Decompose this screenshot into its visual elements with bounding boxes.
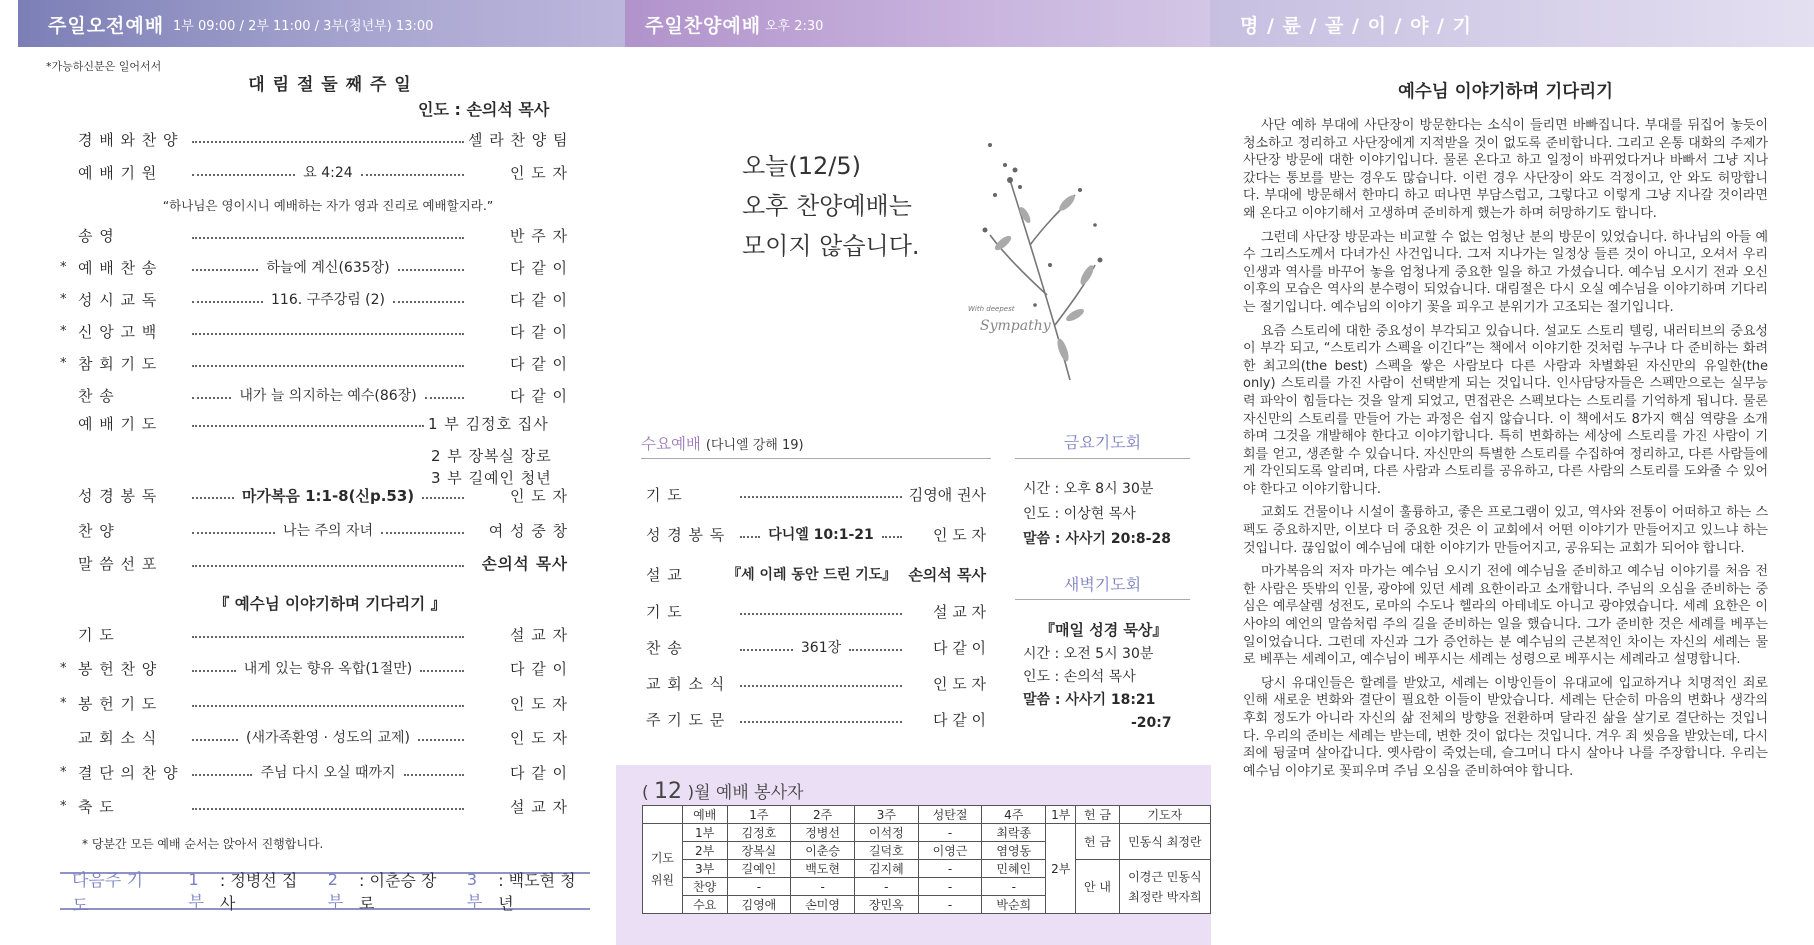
order-item-person: 반 주 자 xyxy=(509,226,568,245)
vol-cell: 장복실 xyxy=(727,842,791,860)
notice-line-1: 오늘(12/5) xyxy=(742,152,861,180)
volunteers-table xyxy=(642,805,1211,914)
next-3-label: 3부 xyxy=(466,870,483,911)
vol-cell: 2부 xyxy=(682,842,727,860)
order-row xyxy=(78,519,568,541)
dawn-leader: 인도 : 손의석 목사 xyxy=(1023,669,1136,685)
order-item-detail: 내가 늘 의지하는 예수(86장) xyxy=(235,385,420,405)
order-item-name: 예 배 찬 송 xyxy=(78,258,158,277)
vol-header: 예배 xyxy=(682,806,727,824)
order-item-person: 다 같 이 xyxy=(509,354,568,373)
next-1-label: 1부 xyxy=(188,870,204,911)
vol-cell: 최락종 xyxy=(982,824,1046,842)
leader-dots xyxy=(192,636,464,638)
next-week-label: 다음주 기도 xyxy=(72,871,144,916)
story-paragraph: 당시 유대인들은 할례를 받았고, 세례는 이방인들이 유대교에 입교하거나 치명적인 죄로 인해 새로운 변화와 결단이 필요한 이들이 받았습니다. 세례는 단순히 마음의 변화나 생각의 후회 정도가 아니라 자신의 삶 전체의 방향을 전환하며 달라진 삶을 살기로 결단하는 것입니다. 우리의 준비는 세례는 받는데, 변한 것이 없다는 것입니다. 겨우 죄 씻음을 받았는데, 다시 죄에 뒹굴며 살아갑니다. 옛사람이 죽었는데, 슬그머니 다시 살아나 나를 주장합니다. 우리는 예수님 이야기로 꽃피우며 주님 오심을 준비하여야 합니다. xyxy=(1243,675,1768,779)
order-item-detail: (새가족환영 · 성도의 교제) xyxy=(242,727,414,747)
wednesday-divider xyxy=(641,458,991,459)
dawn-box xyxy=(1015,572,1190,600)
vol-cell: - xyxy=(854,878,918,896)
vol-cell: 정병선 xyxy=(791,824,855,842)
vol-cell: 이춘승 xyxy=(791,842,855,860)
required-stand-mark: * xyxy=(60,764,67,780)
praise-time: 오후 2:30 xyxy=(765,19,824,34)
volunteers-month: 12 xyxy=(654,779,683,804)
story-paragraph: 요즘 스토리에 대한 중요성이 부각되고 있습니다. 설교도 스토리 텔링, 내러티브의 중요성이 부각 되고, “스토리가 스펙을 이긴다”는 책에서 이야기한 것처럼 누구나 다 준비하는 화려한 최고의(the best) 스펙을 쌓은 사람보다 다른 사람과 차별화된 자신만의 유일한(the only) 스토리를 가진 사람이 선택받게 되는 것입니다. 인사담당자들은 스펙만으로는 실무능력 파악이 힘들다는 것을 알게 되었고, 면접관은 스펙보다는 스토리를 기억하게 됩니다. 물론 자신만의 스토리를 만들어 가는 과정은 쉽지 않습니다. 이 책에서도 8가지 핵심 역량을 소개하며 그것을 개발해야 한다고 이야기합니다. 특히 변화하는 세상에 스토리를 가진 사람이 기회를 얻고, 생존할 수 있습니다. 자신만의 특별한 스토리를 수집하여 정리하고, 다른 사람들에게 각인되도록 알리며, 다른 사람과 스토리를 공유하고, 다른 사람의 스토리를 도와줄 수 있어야 한다고 이야기합니다. xyxy=(1243,323,1769,497)
required-stand-mark: * xyxy=(60,259,67,275)
morning-title: 주일오전예배 xyxy=(48,15,165,37)
wednesday-item-person: 손의석 목사 xyxy=(908,565,986,584)
order-item-name: 말 씀 선 포 xyxy=(78,554,158,573)
vol-cell: 이영근 xyxy=(918,842,982,860)
leader-dots xyxy=(192,397,231,399)
order-item-name: 봉 헌 찬 양 xyxy=(78,659,158,678)
order-item-person: 다 같 이 xyxy=(509,322,568,341)
order-item-name: 찬 양 xyxy=(78,521,115,540)
vol-offering-names: 민동식 최정란 xyxy=(1119,824,1210,860)
vol-cell: - xyxy=(982,878,1046,896)
order-item-person: 다 같 이 xyxy=(510,763,569,782)
order-item-person: 손의석 목사 xyxy=(481,555,568,573)
dawn-info xyxy=(1023,643,1172,735)
leader-dots xyxy=(740,613,902,615)
sunday-title: 대 림 절 둘 째 주 일 xyxy=(248,75,412,95)
vol-header: 성탄절 xyxy=(918,806,982,824)
order-item-person: 인 도 자 xyxy=(509,694,568,713)
leader-dots xyxy=(192,565,464,567)
vol-header: 1주 xyxy=(727,806,791,824)
vol-cell: 3부 xyxy=(682,860,727,878)
wednesday-row xyxy=(646,636,986,658)
wednesday-subtitle: (다니엘 강해 19) xyxy=(705,438,804,453)
vol-cell: 손미영 xyxy=(791,896,855,914)
friday-info xyxy=(1023,477,1171,552)
leader-dots xyxy=(740,721,902,723)
order-row xyxy=(78,161,568,183)
leader-dots xyxy=(192,301,263,303)
leader-dots xyxy=(404,774,464,776)
order-row xyxy=(78,623,568,645)
header-praise xyxy=(625,0,1210,47)
leader-dots xyxy=(849,649,902,651)
vol-offering-label: 헌 금 xyxy=(1076,824,1119,860)
dawn-word: 말씀 : 사사기 18:21 xyxy=(1023,692,1156,708)
order-item-detail: 요 4:24 xyxy=(299,162,356,182)
order-row xyxy=(78,552,568,574)
vol-guide-names-1: 이경근 민동식 xyxy=(1128,869,1202,884)
vol-cell: 길덕호 xyxy=(854,842,918,860)
order-item-name: 성 시 교 독 xyxy=(78,290,158,309)
story-title: 예수님 이야기하며 기다리기 xyxy=(1397,82,1614,102)
dawn-subtitle: 『매일 성경 묵상』 xyxy=(1040,621,1168,639)
vol-cell: 1부 xyxy=(682,824,727,842)
order-row xyxy=(78,224,568,246)
leader-dots xyxy=(192,670,236,672)
order-row xyxy=(60,352,568,374)
vol-header: 2주 xyxy=(791,806,855,824)
leader-dots xyxy=(192,705,464,707)
order-row xyxy=(60,288,568,310)
vol-cell: 염영동 xyxy=(982,842,1046,860)
wednesday-item-person: 다 같 이 xyxy=(932,710,986,729)
order-item-name: 봉 헌 기 도 xyxy=(78,694,158,713)
wednesday-item-person: 김영애 권사 xyxy=(908,485,986,504)
leader-dots xyxy=(192,425,424,427)
vol-cell: - xyxy=(918,860,982,878)
order-item-detail: 주님 다시 오실 때까지 xyxy=(256,762,399,782)
vol-cell: 김정호 xyxy=(727,824,791,842)
dawn-time: 시간 : 오전 5시 30분 xyxy=(1023,646,1154,662)
wednesday-row xyxy=(646,600,986,622)
vol-cell: 박순희 xyxy=(982,896,1046,914)
story-paragraph: 마가복음의 저자 마가는 예수님 오시기 전에 예수님을 준비하고 예수님 이야기를 처음 전한 사람은 뜻밖의 인물, 광야에 있던 세례 요한이라고 소개합니다. 주님의 오심을 준비하는 중심은 예루살렘 성전도, 로마의 수도나 헬라의 아테네도 아니고 광야였습니다. 세례 요한은 이사야의 예언의 말씀처럼 주의 길을 준비하는 일을 했습니다. 그가 준비한 것은 세례를 베푸는 일이었습니다. 그런데 자신과 그가 증언하는 분 예수님의 근본적인 차이는 자신의 세례는 물로 베푸는 세례이고, 예수님이 베푸시는 세례는 성령으로 베푸시는 세례라고 설명합니다. xyxy=(1243,564,1768,668)
vol-cell: - xyxy=(727,878,791,896)
order-item-detail: 하늘에 계신(635장) xyxy=(262,257,393,277)
prayer-2: 2 부 장복실 장로 xyxy=(431,447,552,465)
order-item-name: 축 도 xyxy=(78,797,115,816)
leader-dots xyxy=(192,808,464,810)
required-stand-mark: * xyxy=(60,323,67,339)
vol-cell: 수요 xyxy=(682,896,727,914)
story-header-title: 명 / 륜 / 골 / 이 / 야 / 기 xyxy=(1240,15,1472,37)
notice-line-3: 모이지 않습니다. xyxy=(742,232,920,260)
vol-guide-names-2: 최정란 박자희 xyxy=(1128,889,1202,904)
vol-cell: 찬양 xyxy=(682,878,727,896)
volunteers-panel xyxy=(616,765,1211,945)
friday-box xyxy=(1015,430,1190,459)
praise-title: 주일찬양예배 xyxy=(645,15,762,37)
vol-cell: 김영애 xyxy=(727,896,791,914)
order-item-name: 성 경 봉 독 xyxy=(78,486,158,505)
leader-dots xyxy=(398,269,464,271)
vol-cell: - xyxy=(918,896,982,914)
leader-dots xyxy=(420,670,464,672)
card-line-2: Sympathy xyxy=(980,318,1051,334)
order-item-person: 설 교 자 xyxy=(509,797,568,816)
leader-dots xyxy=(740,496,902,498)
morning-times: 1부 09:00 / 2부 11:00 / 3부(청년부) 13:00 xyxy=(173,19,434,34)
story-paragraph: 교회도 건물이나 시설이 훌륭하고, 좋은 프로그램이 있고, 역사와 전통이 어떠하고 하는 스펙도 중요하지만, 이보다 더 중요한 것은 이 교회에서 어떤 이야기가 만들어지고 있느냐 하는 것입니다. 끊임없이 예수님에 대한 이야기가 만들어지고, 공유되는 교회가 되어야 합니다. xyxy=(1243,505,1768,556)
leader-dots xyxy=(192,174,295,176)
prayer-3: 3 부 길예인 청년 xyxy=(431,469,552,487)
wednesday-item-person: 인 도 자 xyxy=(932,525,986,544)
volunteers-title xyxy=(642,778,803,804)
volunteers-title-post: )월 예배 봉사자 xyxy=(687,783,804,803)
dawn-title: 새벽기도회 xyxy=(1063,575,1142,594)
table-row xyxy=(643,860,1211,878)
order-row xyxy=(78,128,568,150)
order-item-name: 찬 송 xyxy=(78,386,115,405)
sermon-title: 『 예수님 이야기하며 기다리기 』 xyxy=(213,595,447,613)
order-item-person: 인 도 자 xyxy=(510,486,569,505)
vol-guide-names xyxy=(1119,860,1210,914)
vol-cell: - xyxy=(791,878,855,896)
vol-part-label: 2부 xyxy=(1046,824,1076,914)
order-row xyxy=(78,412,568,434)
leader-dots xyxy=(192,269,258,271)
leader-label: 인도 : 손의석 목사 xyxy=(418,100,550,119)
vol-header: 헌 금 xyxy=(1076,806,1119,824)
order-item-detail: 내게 있는 향유 옥합(1절만) xyxy=(240,658,416,678)
wednesday-item-name: 교 회 소 식 xyxy=(646,674,726,693)
header-story xyxy=(1210,0,1814,47)
wednesday-row xyxy=(646,563,986,585)
wednesday-heading xyxy=(641,432,804,454)
leader-dots xyxy=(192,237,464,239)
leader-dots xyxy=(192,365,464,367)
dawn-word-2: -20:7 xyxy=(1131,715,1172,731)
leader-dots xyxy=(740,649,793,651)
order-item-name: 기 도 xyxy=(78,625,115,644)
flower-sympathy-icon xyxy=(955,125,1125,390)
friday-leader: 인도 : 이상현 목사 xyxy=(1023,506,1136,522)
friday-word: 말씀 : 사사기 20:8-28 xyxy=(1023,531,1171,547)
leader-dots xyxy=(192,739,238,741)
leader-dots xyxy=(192,532,275,534)
order-item-name: 참 회 기 도 xyxy=(78,354,158,373)
vol-cell: 이석정 xyxy=(854,824,918,842)
wednesday-row xyxy=(646,483,986,505)
required-stand-mark: * xyxy=(60,355,67,371)
leader-dots xyxy=(361,174,464,176)
vol-cell: 김지혜 xyxy=(854,860,918,878)
order-item-name: 결 단 의 찬 양 xyxy=(78,763,179,782)
verse-quote: “하나님은 영이시니 예배하는 자가 영과 진리로 예배할지라.” xyxy=(162,198,494,213)
leader-dots xyxy=(425,397,464,399)
vol-header: 기도자 xyxy=(1119,806,1210,824)
vol-guide-label: 안 내 xyxy=(1076,860,1119,914)
leader-dots xyxy=(422,497,464,499)
leader-dots xyxy=(192,333,464,335)
order-item-name: 예 배 기 도 xyxy=(78,414,158,433)
praise-notice xyxy=(742,146,920,266)
order-row xyxy=(78,726,568,748)
story-paragraph: 그런데 사단장 방문과는 비교할 수 없는 엄청난 분의 방문이 있었습니다. 하나님의 아들 예수 그리스도께서 다녀가신 사건입니다. 그저 지나가는 일정상 들른 것이 아니고, 오셔서 우리 인생과 역사를 바꾸어 놓을 엄청나게 중요한 일을 하고 가셨습니다. 예수님 오시기 전과 오신 이후의 모습은 역사의 분수령이 되었습니다. 대림절은 다시 오실 예수님을 이야기하며 기다리는 절기입니다. 예수님의 이야기 꽃을 피우고 분위기가 고조되는 절기입니다. xyxy=(1243,229,1768,315)
next-week-prayer xyxy=(60,870,590,916)
leader-dots xyxy=(192,774,252,776)
leader-dots xyxy=(192,497,234,499)
order-item-person: 설 교 자 xyxy=(509,625,568,644)
wednesday-row xyxy=(646,708,986,730)
vol-header-row xyxy=(643,806,1211,824)
order-item-person: 셀 라 찬 양 팀 xyxy=(468,130,569,149)
order-item-person: 다 같 이 xyxy=(509,386,568,405)
leader-dots xyxy=(740,536,760,538)
order-row xyxy=(78,384,568,406)
wednesday-item-detail: 361장 xyxy=(800,640,842,656)
order-row xyxy=(60,795,568,817)
card-line-1: With deepest xyxy=(968,305,1015,313)
story-body xyxy=(1243,117,1768,786)
next-1: : 정병선 집사 xyxy=(219,871,298,913)
order-row xyxy=(60,692,568,714)
order-row xyxy=(60,256,568,278)
order-item-name: 예 배 기 원 xyxy=(78,163,158,182)
next-2-label: 2부 xyxy=(327,870,344,911)
story-paragraph: 사단 예하 부대에 사단장이 방문한다는 소식이 들리면 바빠집니다. 부대를 뒤집어 놓듯이 청소하고 정리하고 사단장에게 지적받을 것이 없도록 준비합니다. 그리고 온통 대화의 주제가 사단장 방문에 대한 이야기입니다. 물론 온다고 하고 일정이 바뀌었다거나 바빠서 그냥 지나갔다는 통보를 받는 경우도 많습니다. 이런 경우 사단장이 와도 걱정이고, 안 와도 허망합니다. 부대에 방문해서 한마디 하고 떠나면 부담스럽고, 그렇다고 이렇게 그냥 지나갈 것이라면 왜 온다고 이야기해서 고생하며 준비하게 했는가 하며 허망하기도 합니다. xyxy=(1243,118,1768,221)
required-stand-mark: * xyxy=(60,798,67,814)
leader-dots xyxy=(418,739,464,741)
wednesday-item-name: 설 교 xyxy=(646,565,683,584)
wednesday-item-person: 인 도 자 xyxy=(932,674,986,693)
notice-line-2: 오후 찬양예배는 xyxy=(742,192,912,220)
order-item-detail: 나는 주의 자녀 xyxy=(279,520,377,540)
order-item-person: 인 도 자 xyxy=(510,163,569,182)
next-3: : 백도현 청년 xyxy=(498,871,576,913)
order-item-person: 여 성 중 창 xyxy=(488,521,569,540)
leader-dots xyxy=(740,685,902,687)
order-item-name: 경 배 와 찬 양 xyxy=(78,130,179,149)
stand-note: *가능하신분은 일어서서 xyxy=(46,60,162,73)
vol-cell: 길예인 xyxy=(727,860,791,878)
wednesday-row xyxy=(646,523,986,545)
leader-dots xyxy=(393,301,464,303)
vol-side-label: 기도 위원 xyxy=(643,824,683,914)
order-item-person: 다 같 이 xyxy=(509,290,568,309)
vol-cell: - xyxy=(918,824,982,842)
vol-header: 1부 xyxy=(1046,806,1076,824)
wednesday-item-name: 기 도 xyxy=(646,485,683,504)
header-morning xyxy=(18,0,625,47)
footnote: * 당분간 모든 예배 순서는 앉아서 진행합니다. xyxy=(82,837,324,851)
wednesday-title: 수요예배 xyxy=(641,435,701,453)
order-item-person: 인 도 자 xyxy=(509,728,568,747)
required-stand-mark: * xyxy=(60,291,67,307)
order-item-name: 교 회 소 식 xyxy=(78,728,158,747)
wednesday-item-name: 주 기 도 문 xyxy=(646,710,726,729)
vol-header: 4주 xyxy=(982,806,1046,824)
vol-cell: 민혜인 xyxy=(982,860,1046,878)
order-item-person: 다 같 이 xyxy=(510,659,569,678)
required-stand-mark: * xyxy=(60,660,67,676)
friday-time: 시간 : 오후 8시 30분 xyxy=(1023,481,1154,497)
vol-cell: - xyxy=(918,878,982,896)
required-stand-mark: * xyxy=(60,695,67,711)
vol-cell: 백도현 xyxy=(791,860,855,878)
wednesday-item-person: 설 교 자 xyxy=(932,602,986,621)
wednesday-item-detail: 『세 이레 동안 드린 기도』 xyxy=(727,567,897,583)
wednesday-item-detail: 다니엘 10:1-21 xyxy=(768,527,874,543)
friday-title: 금요기도회 xyxy=(1063,433,1142,452)
wednesday-row xyxy=(646,672,986,694)
next-2: : 이춘승 장로 xyxy=(359,871,437,913)
leader-dots xyxy=(882,536,902,538)
table-row xyxy=(643,824,1211,842)
wednesday-item-person: 다 같 이 xyxy=(932,638,986,657)
wednesday-item-name: 찬 송 xyxy=(646,638,683,657)
order-item-name: 신 앙 고 백 xyxy=(78,322,158,341)
order-row xyxy=(60,761,569,783)
order-item-name: 송 영 xyxy=(78,226,115,245)
order-row xyxy=(60,320,568,342)
leader-dots xyxy=(192,141,464,143)
order-item-person: 다 같 이 xyxy=(509,258,568,277)
wednesday-item-name: 성 경 봉 독 xyxy=(646,525,726,544)
order-item-detail: 마가복음 1:1-8(신p.53) xyxy=(238,485,418,506)
vol-cell: 장민옥 xyxy=(854,896,918,914)
order-item-person: 1 부 김정호 집사 xyxy=(428,414,549,433)
volunteers-title-pre: ( xyxy=(642,783,649,803)
vol-header: 3주 xyxy=(854,806,918,824)
wednesday-item-name: 기 도 xyxy=(646,602,683,621)
leader-dots xyxy=(381,532,464,534)
order-item-detail: 116. 구주강림 (2) xyxy=(267,289,389,309)
order-row xyxy=(60,657,569,679)
